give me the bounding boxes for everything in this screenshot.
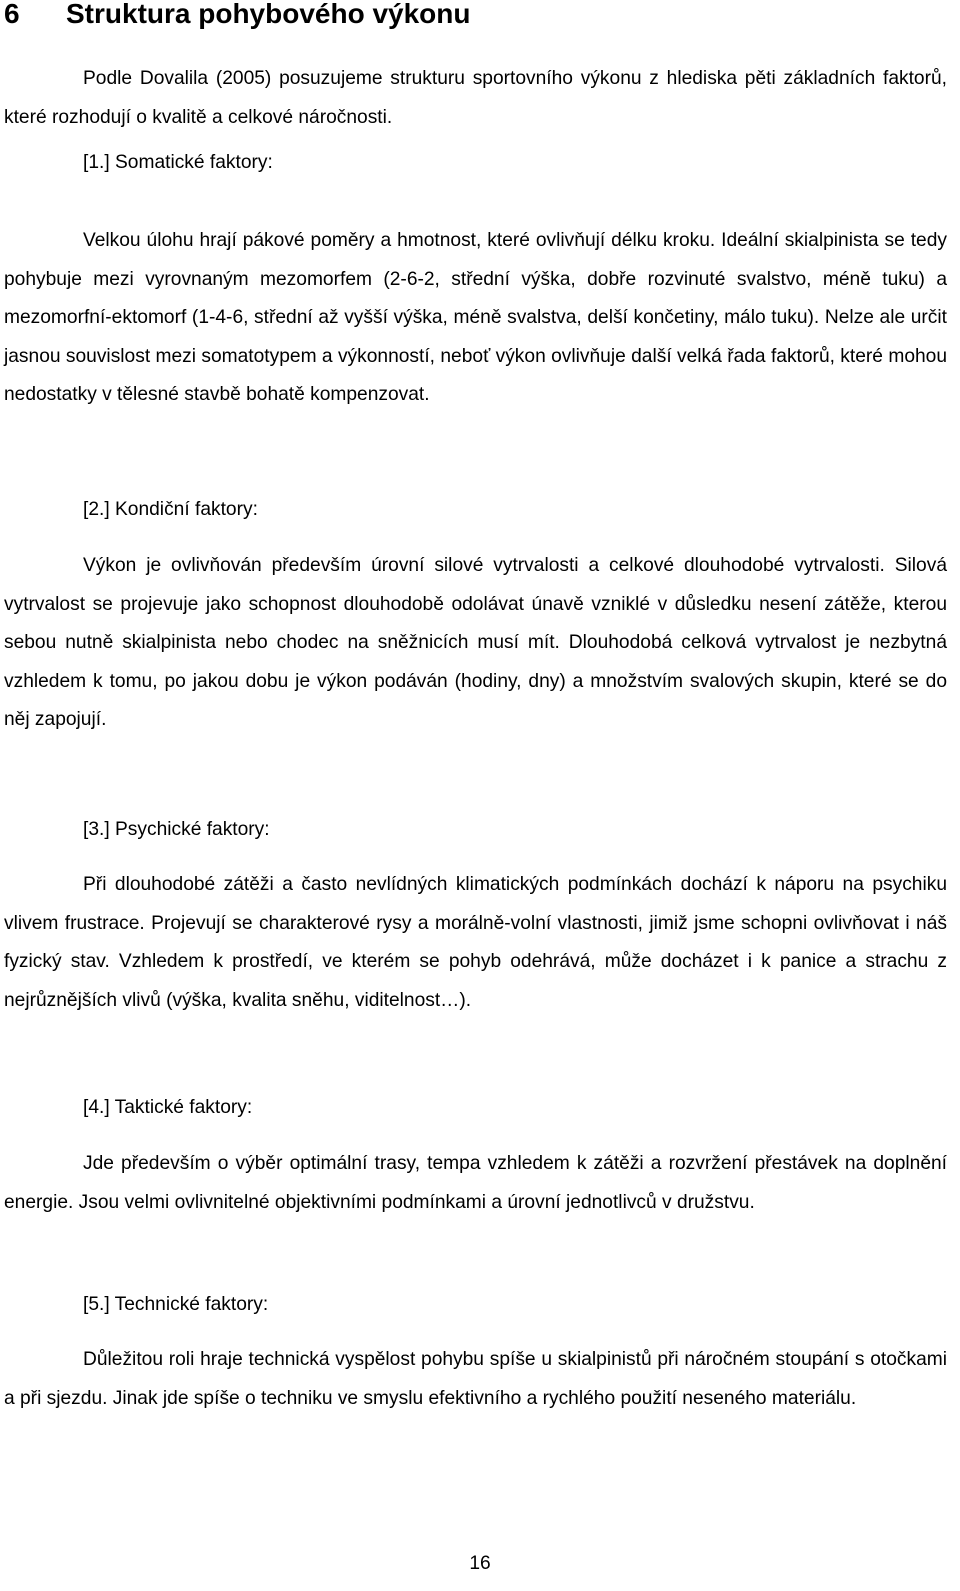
chapter-title: Struktura pohybového výkonu: [66, 0, 471, 29]
section-text-tactical: Jde především o výběr optimální trasy, tempa vzhledem k zátěži a rozvržení přestávek na doplnění energie. Jsou velmi ovlivnitelné objektivními podmínkami a úrovní jednotlivců v družstvu.: [4, 1153, 947, 1213]
chapter-heading: [4, 0, 471, 31]
section-text-psychological: Při dlouhodobé zátěži a často nevlídných klimatických podmínkách dochází k náporu na psychiku vlivem frustrace. Projevují se charakterové rysy a morálně-volní vlastnosti, jimiž jsme schopni ovlivňovat i náš fyzický stav. Vzhledem k prostředí, ve kterém se pohyb odehrává, může docházet i k panice a strachu z nejrůznějších vlivů (výška, kvalita sněhu, viditelnost…).: [4, 874, 947, 1011]
section-label-somatic: [1.] Somatické faktory:: [83, 152, 273, 173]
page-number: 16: [469, 1553, 491, 1574]
intro-paragraph: Podle Dovalila (2005) posuzujeme strukturu sportovního výkonu z hlediska pěti základních faktorů, které rozhodují o kvalitě a celkové náročnosti.: [4, 68, 947, 128]
section-label-conditioning: [2.] Kondiční faktory:: [83, 499, 258, 520]
section-text-technical: Důležitou roli hraje technická vyspělost pohybu spíše u skialpinistů při náročném stoupání s otočkami a při sjezdu. Jinak jde spíše o techniku ve smyslu efektivního a rychlého použití neseného materiálu.: [4, 1349, 947, 1409]
section-text-somatic: Velkou úlohu hrají pákové poměry a hmotnost, které ovlivňují délku kroku. Ideální skialpinista se tedy pohybuje mezi vyrovnaným mezomorfem (2-6-2, střední výška, dobře rozvinuté svalstvo, méně tuku) a mezomorfní-ektomorf (1-4-6, střední až vyšší výška, méně svalstva, delší končetiny, málo tuku). Nelze ale určit jasnou souvislost mezi somatotypem a výkonností, neboť výkon ovlivňuje další velká řada faktorů, které mohou nedostatky v tělesné stavbě bohatě kompenzovat.: [4, 230, 947, 405]
chapter-number: 6: [4, 0, 20, 29]
section-text-conditioning: Výkon je ovlivňován především úrovní silové vytrvalosti a celkové dlouhodobé vytrvalosti. Silová vytrvalost se projevuje jako schopnost dlouhodobě odolávat únavě vzniklé v důsledku nesení zátěže, kterou sebou nutně skialpinista nebo chodec na sněžnicích musí mít. Dlouhodobá celková vytrvalost je nezbytná vzhledem k tomu, po jakou dobu je výkon podáván (hodiny, dny) a množstvím svalových skupin, které se do něj zapojují.: [4, 555, 947, 730]
section-label-tactical: [4.] Taktické faktory:: [83, 1097, 253, 1118]
section-label-technical: [5.] Technické faktory:: [83, 1294, 269, 1315]
section-label-psychological: [3.] Psychické faktory:: [83, 819, 270, 840]
